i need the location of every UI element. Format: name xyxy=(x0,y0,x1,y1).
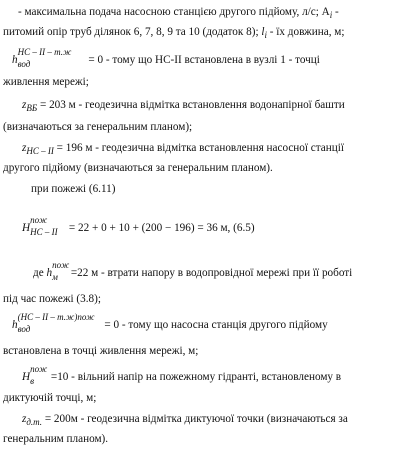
formula-h-vod: h НС – ІІ – т.ж вод = 0 - тому що НС-ІІ встановлена в вузлі 1 - точці xyxy=(12,47,320,69)
text-line-1: - максимальна подача насосною станцією другого підйому, л/с; $A_i$ - xyxy=(18,6,339,20)
text-line-16: диктуючій точці, м; xyxy=(3,392,97,404)
formula-z-ns: $z_{НС - ІІ} = 196$ м - геодезична відмітка встановлення насосної станції xyxy=(22,142,344,156)
formula-h-v-fire: H пож в =10 - вільний напір на пожежному гідранті, встановленому в xyxy=(22,364,342,386)
text-line-4: живлення мережі; xyxy=(3,76,89,88)
text-line-8: другого підйому (визначаються за генеральним планом). xyxy=(3,162,273,174)
text-line-12: під час пожежі (3.8); xyxy=(3,293,101,305)
text-line-6: (визначаються за генеральним планом); xyxy=(3,121,193,133)
formula-h-ns-fire: H пож НС – ІІ = 22 + 0 + 10 + (200 − 196) = 36 м, (6.5) xyxy=(22,215,255,237)
text-line-2: питомий опір труб ділянок 6, 7, 8, 9 та 10 (додаток 8); $l_i$ - їх довжина, м; xyxy=(3,26,345,40)
formula-h-vod-fire: h (НС – ІІ – т.ж)пож вод = 0 - тому що насосна станція другого підйому xyxy=(12,312,328,334)
text-line-18: генеральним планом). xyxy=(3,433,109,445)
text-line-14: встановлена в точці живлення мережі, м; xyxy=(3,345,199,357)
formula-z-dt: $z_{д.т.} = 200м$ - геодезична відмітка диктуючої точки (визначаються за xyxy=(22,413,348,427)
section-heading-fire: при пожежі (6.11) xyxy=(31,183,116,195)
formula-z-vb: $z_{ВБ} = 203$ м - геодезична відмітка встановлення водонапірної башти xyxy=(22,99,345,113)
formula-h-m-fire: де h пож м =22 м - втрати напору в водопровідної мережі при її роботі xyxy=(33,260,353,282)
